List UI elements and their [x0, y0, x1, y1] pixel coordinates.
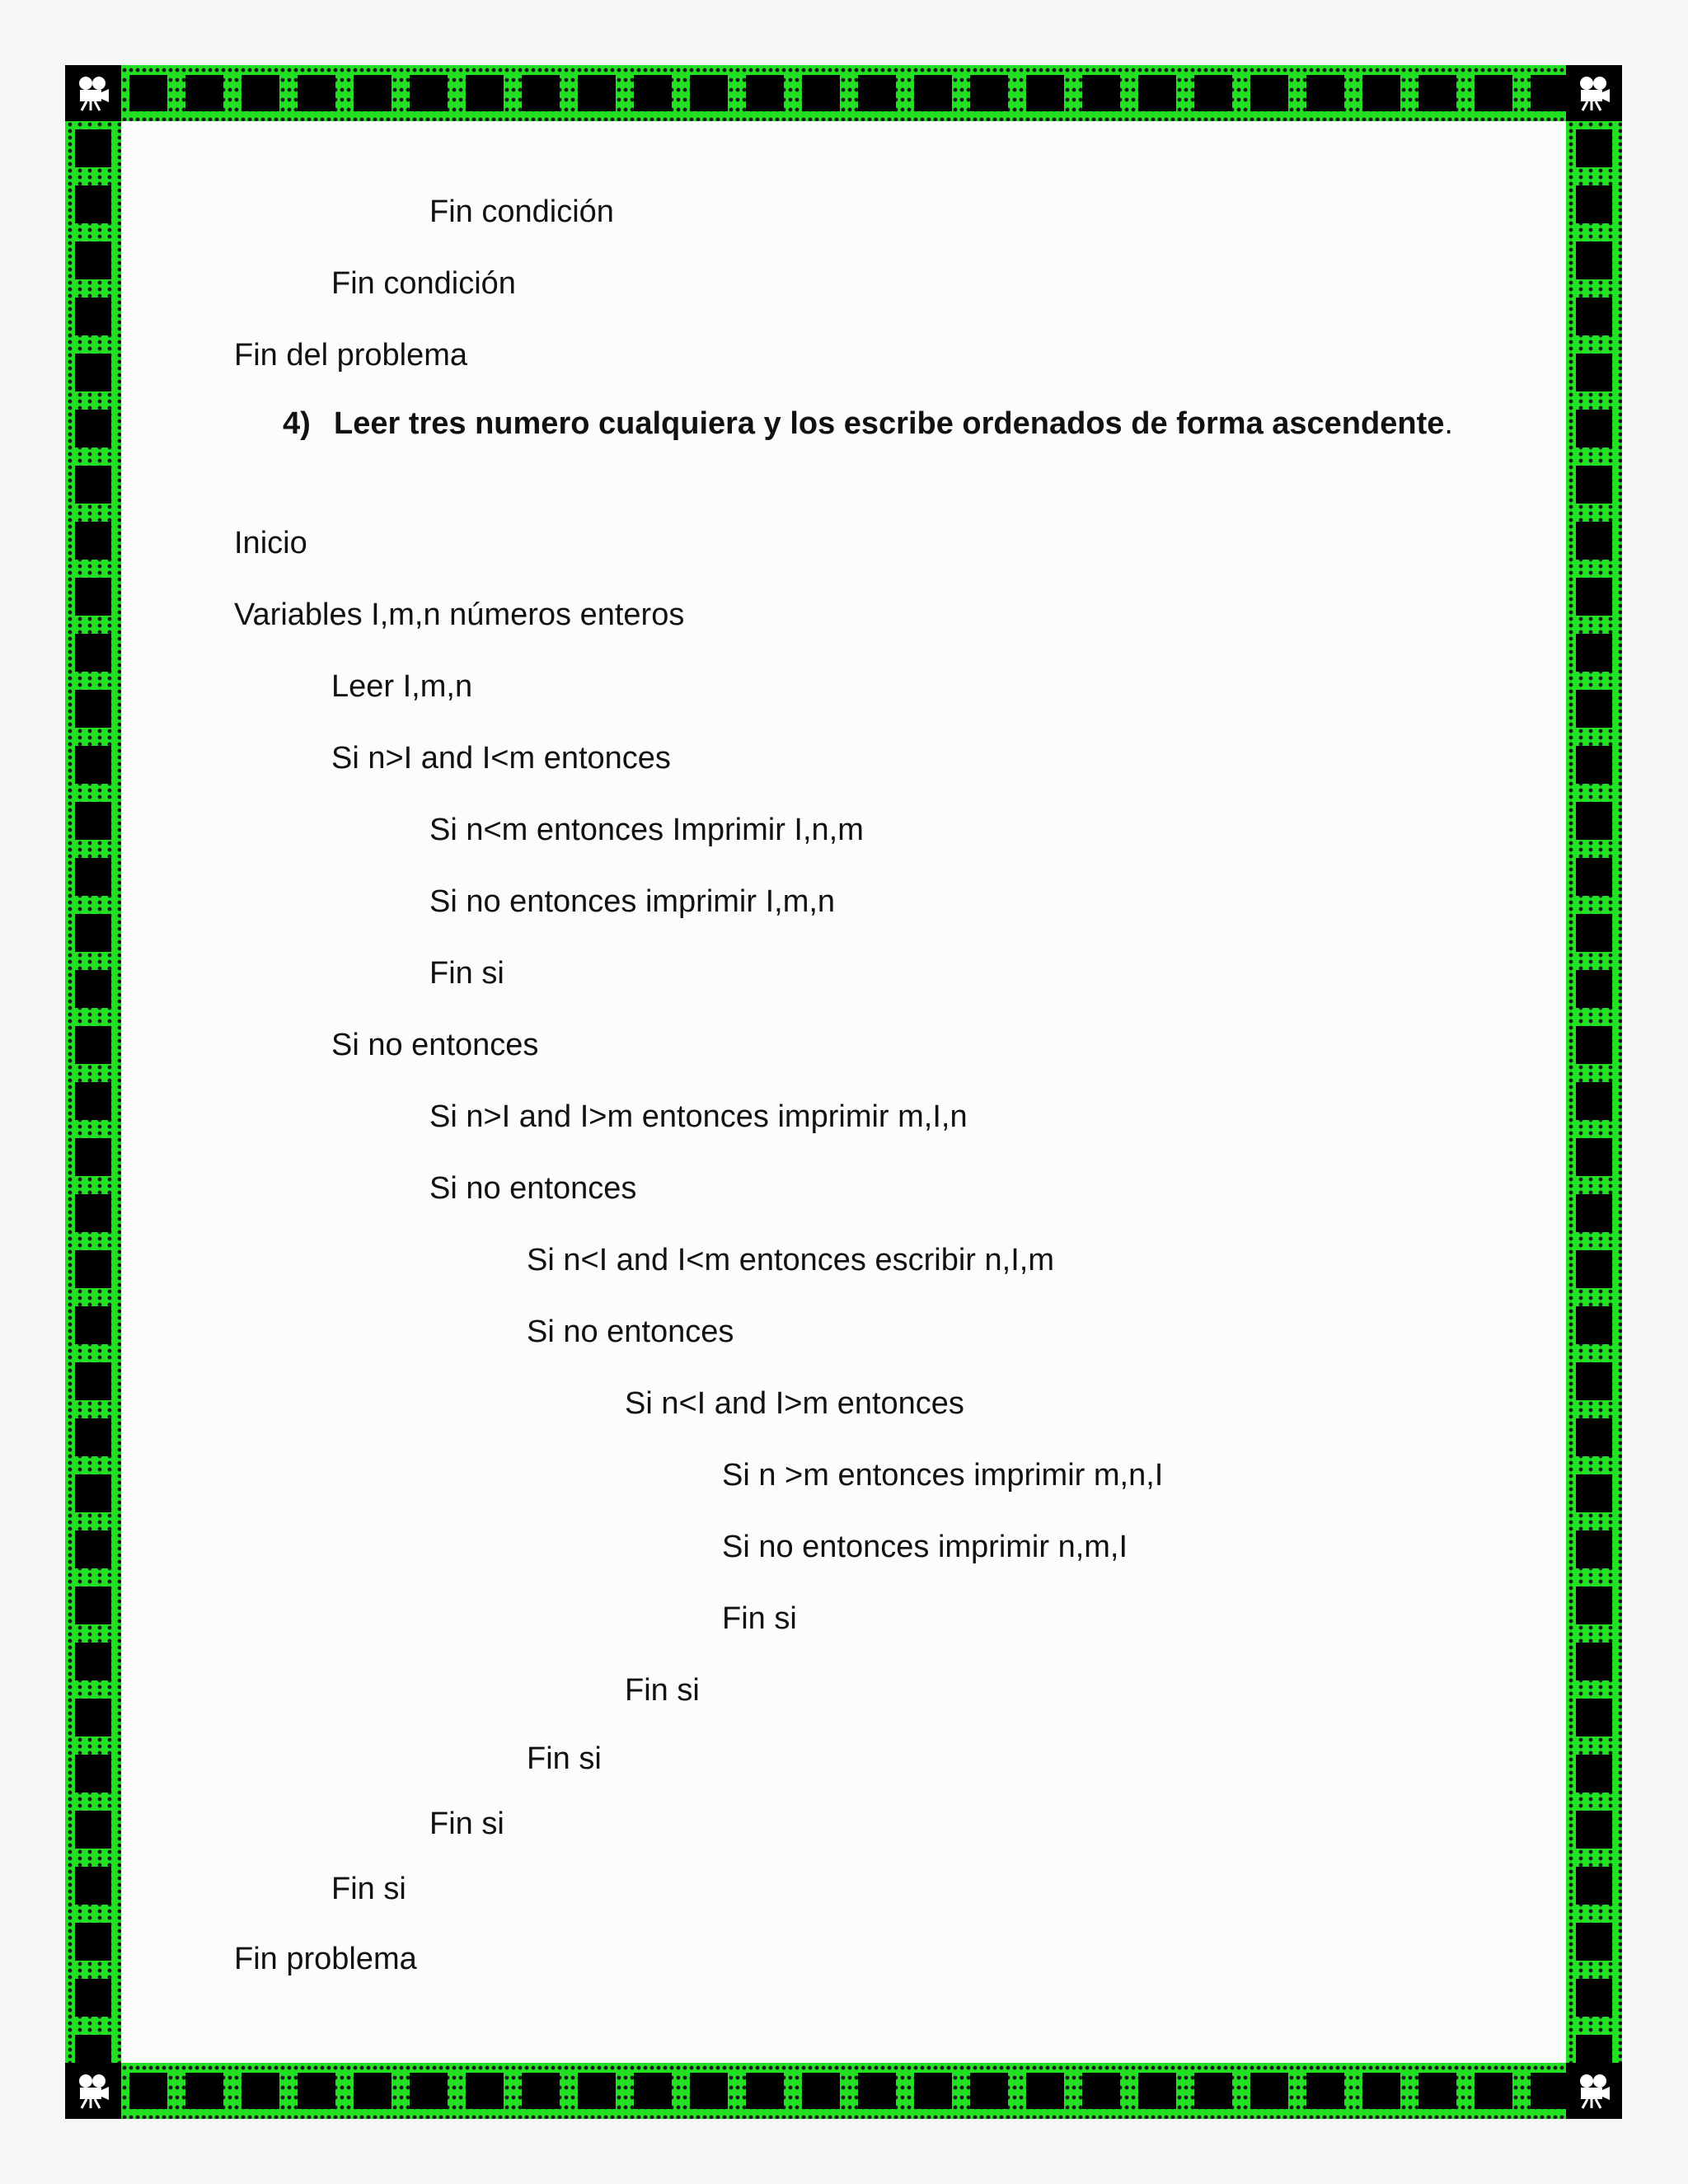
film-strip-top	[121, 65, 1566, 121]
code-line: Fin si	[429, 956, 504, 991]
code-line: Fin condición	[331, 266, 516, 301]
code-line: Fin si	[722, 1601, 797, 1636]
code-line: Fin condición	[429, 194, 614, 229]
code-line: Fin problema	[234, 1942, 417, 1976]
code-line: Variables I,m,n números enteros	[234, 598, 685, 632]
film-strip-left	[65, 121, 121, 2063]
movie-camera-icon	[65, 2063, 121, 2119]
code-line: Si no entonces imprimir I,m,n	[429, 884, 836, 919]
exercise-title: Leer tres numero cualquiera y los escribe ordenados de forma ascendente	[334, 406, 1445, 441]
code-line: Si n<I and I>m entonces	[625, 1386, 964, 1421]
code-line: Si n>I and I<m entonces	[331, 741, 671, 776]
code-line: Fin si	[527, 1741, 602, 1776]
exercise-period: .	[1444, 406, 1453, 441]
film-strip-bottom	[121, 2063, 1566, 2119]
exercise-heading	[283, 402, 1453, 445]
code-line: Si n<I and I<m entonces escribir n,I,m	[527, 1243, 1054, 1277]
movie-camera-icon	[1566, 2063, 1622, 2119]
code-line: Si no entonces	[527, 1315, 734, 1349]
code-line: Leer I,m,n	[331, 669, 473, 704]
movie-camera-icon	[65, 65, 121, 121]
film-strip-right	[1566, 121, 1622, 2063]
exercise-number: 4)	[283, 406, 311, 441]
code-line: Si no entonces imprimir n,m,I	[722, 1530, 1128, 1564]
movie-camera-icon	[1566, 65, 1622, 121]
code-line: Fin si	[331, 1872, 406, 1906]
code-line: Si n >m entonces imprimir m,n,I	[722, 1458, 1164, 1493]
code-line: Si no entonces	[331, 1028, 539, 1062]
exercise-title-block	[334, 402, 1453, 445]
code-line: Inicio	[234, 526, 307, 560]
code-line: Si n<m entonces Imprimir I,n,m	[429, 813, 864, 847]
code-line: Si n>I and I>m entonces imprimir m,I,n	[429, 1099, 968, 1134]
code-line: Fin si	[429, 1807, 504, 1841]
code-line: Fin del problema	[234, 338, 468, 373]
code-line: Fin si	[625, 1673, 700, 1708]
code-line: Si no entonces	[429, 1171, 637, 1206]
